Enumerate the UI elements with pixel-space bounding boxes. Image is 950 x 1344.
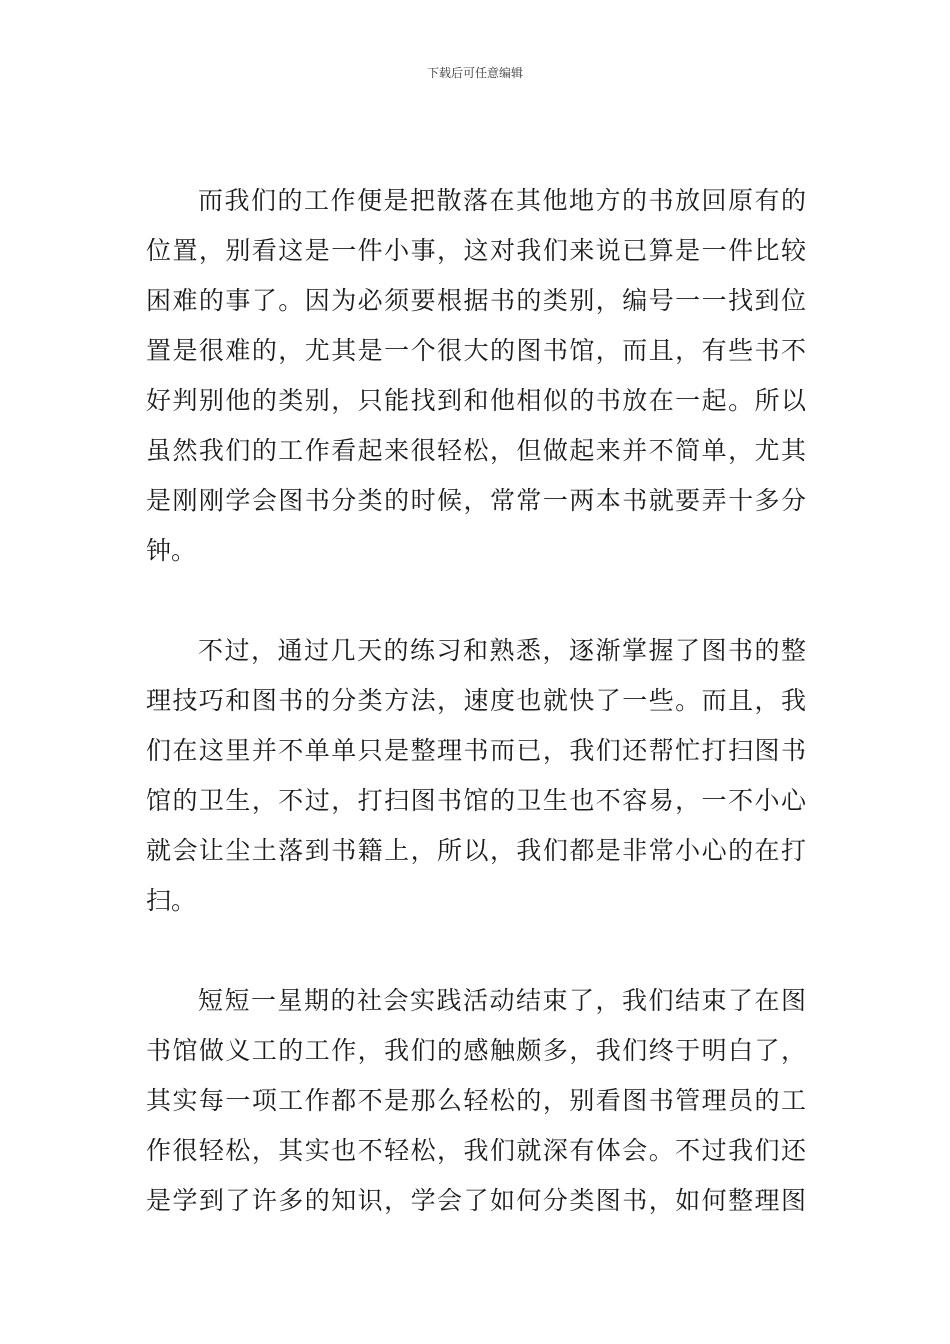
text-line: 理技巧和图书的分类方法，速度也就快了一些。而且，我: [146, 686, 806, 715]
text-line: 就会让尘土落到书籍上，所以，我们都是非常小心的在打: [146, 836, 806, 865]
text-line: 扫。: [146, 886, 197, 915]
text-line: 虽然我们的工作看起来很轻松，但做起来并不简单，尤其: [146, 436, 806, 465]
paragraph-3: [146, 976, 806, 1226]
text-line: 钟。: [146, 536, 197, 565]
text-line: 馆的卫生，不过，打扫图书馆的卫生也不容易，一不小心: [146, 786, 806, 815]
text-line: 不过，通过几天的练习和熟悉，逐渐掌握了图书的整: [198, 636, 806, 665]
text-line: 位置，别看这是一件小事，这对我们来说已算是一件比较: [146, 236, 806, 265]
text-line: 而我们的工作便是把散落在其他地方的书放回原有的: [198, 186, 806, 215]
text-line: 置是很难的，尤其是一个很大的图书馆，而且，有些书不: [146, 336, 806, 365]
text-line: 是学到了许多的知识，学会了如何分类图书，如何整理图: [146, 1186, 806, 1215]
text-line: 困难的事了。因为必须要根据书的类别，编号一一找到位: [146, 286, 806, 315]
paragraph-gap: [146, 576, 806, 626]
text-line: 好判别他的类别，只能找到和他相似的书放在一起。所以: [146, 386, 806, 415]
text-line: 们在这里并不单单只是整理书而已，我们还帮忙打扫图书: [146, 736, 806, 765]
text-line: 短短一星期的社会实践活动结束了，我们结束了在图: [198, 986, 806, 1015]
document-body: [146, 176, 806, 1226]
text-line: 书馆做义工的工作，我们的感触颇多，我们终于明白了，: [146, 1036, 806, 1065]
text-line: 是刚刚学会图书分类的时候，常常一两本书就要弄十多分: [146, 486, 806, 515]
paragraph-2: [146, 626, 806, 926]
paragraph-1: [146, 176, 806, 576]
page-header-note: 下载后可任意编辑: [426, 66, 523, 80]
paragraph-gap: [146, 926, 806, 976]
text-line: 其实每一项工作都不是那么轻松的，别看图书管理员的工: [146, 1086, 806, 1115]
text-line: 作很轻松，其实也不轻松，我们就深有体会。不过我们还: [146, 1136, 806, 1165]
